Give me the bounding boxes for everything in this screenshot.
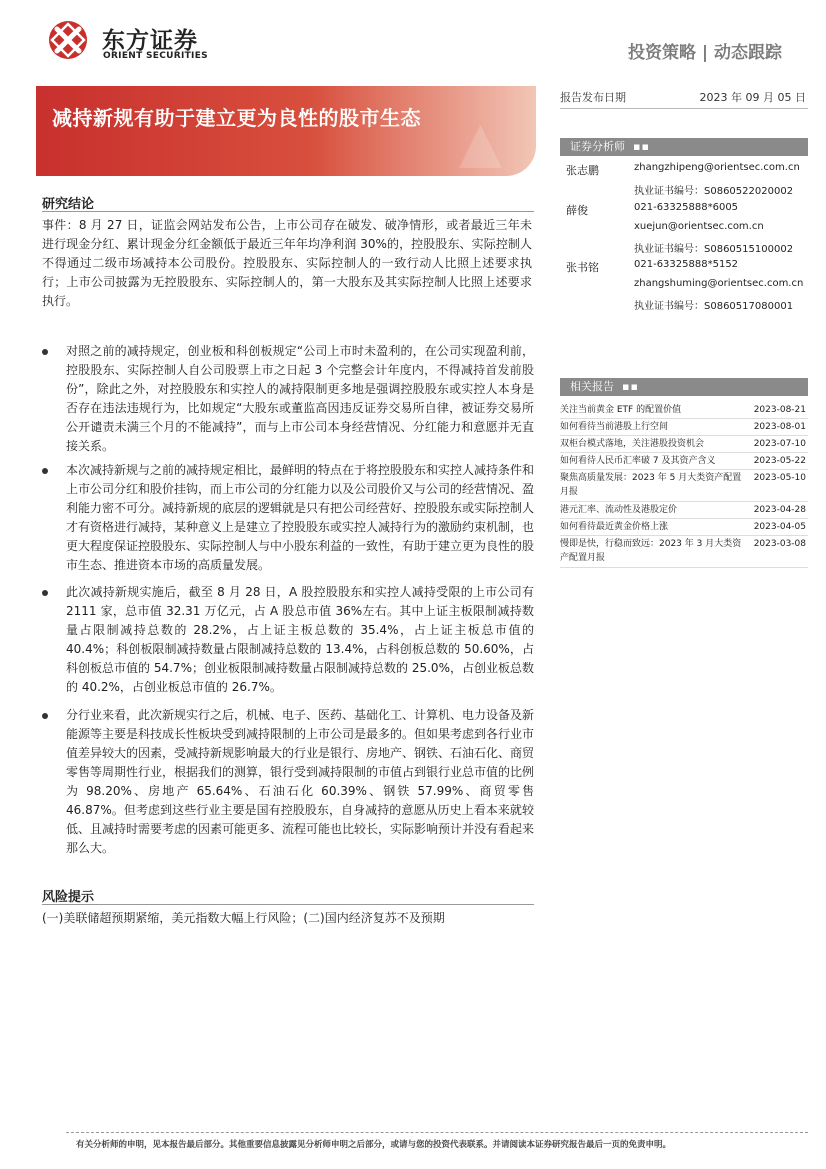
divider	[42, 211, 534, 212]
event-paragraph: 事件：8 月 27 日，证监会网站发布公告，上市公司存在破发、破净情形，或者最近三年未进行现金分红、累计现金分红金额低于最近三年年均净利润 30%的，控股股东、实际控制人不得通过二级市场减持本公司股份。控股股东、实际控制人的一致行动人比照上述要求执行；上市公司披露为无控股股东、实际控制人的，第一大股东及其实际控制人比照上述要求执行。	[42, 218, 532, 308]
bullet-dot-icon	[42, 713, 48, 719]
analyst-license: 执业证书编号：S0860517080001	[634, 301, 794, 312]
related-report-date: 2023-08-01	[753, 422, 806, 432]
logo-text-cn: 东方证券	[102, 28, 198, 54]
section-dots-icon: ▪▪	[622, 380, 639, 393]
related-report-date: 2023-04-28	[753, 505, 806, 515]
analyst-section-header	[560, 138, 808, 156]
analyst-phone: 021-63325888*6005	[634, 202, 739, 213]
related-report-item[interactable]	[560, 503, 808, 519]
analyst-license: 执业证书编号：S0860515100002	[634, 244, 794, 255]
related-report-title[interactable]: 如何看待最近黄金价格上涨	[560, 522, 669, 532]
bullet-text: 此次减持新规实施后，截至 8 月 28 日，A 股控股股东和实控人减持受限的上市公司有 2111 家，总市值 32.31 万亿元，占 A 股总市值 36%左右。其中上证主板限制减持数量占限制减持总数的 28.2%，占上证主板总数的 35.4%，占上证主板总市值的 40.4%；科创板限制减持数量占限制减持总数的 13.4%，占科创板总数的 50.60%，占科创板总市值的 54.7%；创业板限制减持数量占限制减持总数的 25.0%，占创业板总数的 40.2%，占创业板总市值的 26.7%。	[66, 585, 534, 694]
orient-logo-icon	[48, 20, 88, 60]
logo-text-en: ORIENT SECURITIES	[103, 51, 208, 61]
bullet-dot-icon	[42, 590, 48, 596]
analyst-name: 张志鹏	[566, 164, 599, 177]
related-report-title[interactable]: 慢即是快，行稳而致远：2023 年 3 月大类资产配置月报	[560, 539, 742, 563]
section-dots-icon: ▪▪	[633, 140, 650, 153]
analyst-section-title: 证券分析师	[570, 140, 625, 153]
analyst-license: 执业证书编号：S0860522020002	[634, 186, 794, 197]
footer-divider	[66, 1132, 808, 1133]
related-report-title[interactable]: 双柜台模式落地，关注港股投资机会	[560, 439, 705, 449]
related-report-item[interactable]	[560, 520, 808, 536]
analyst-email[interactable]: zhangshuming@orientsec.com.cn	[634, 278, 804, 289]
related-report-title[interactable]: 港元汇率、流动性及港股定价	[560, 505, 678, 515]
analyst-email[interactable]: zhangzhipeng@orientsec.com.cn	[634, 162, 800, 173]
banner-decoration: ▲	[458, 110, 502, 175]
related-section-header	[560, 378, 808, 396]
analyst-name: 张书铭	[566, 261, 599, 274]
bullet-dot-icon	[42, 468, 48, 474]
related-report-date: 2023-04-05	[753, 522, 806, 532]
related-report-date: 2023-08-21	[753, 405, 806, 415]
title-banner	[36, 86, 536, 176]
related-report-item[interactable]	[560, 471, 808, 502]
analyst-phone: 021-63325888*5152	[634, 259, 739, 270]
risk-heading: 风险提示	[42, 890, 95, 905]
related-report-item[interactable]	[560, 403, 808, 419]
related-report-title[interactable]: 如何看待人民币汇率破 7 及其资产含义	[560, 456, 716, 466]
related-report-date: 2023-05-10	[753, 473, 806, 483]
related-report-item[interactable]	[560, 420, 808, 436]
related-report-date: 2023-05-22	[753, 456, 806, 466]
company-logo	[48, 20, 228, 64]
related-report-date: 2023-03-08	[753, 539, 806, 549]
report-type: 投资策略 | 动态跟踪	[627, 43, 782, 63]
risk-text: (一)美联储超预期紧缩，美元指数大幅上行风险；(二)国内经济复苏不及预期	[42, 911, 445, 925]
bullet-text: 本次减持新规与之前的减持规定相比，最鲜明的特点在于将控股股东和实控人减持条件和上市公司分红和股价挂钩，而上市公司的分红能力以及公司股价又与公司的经营情况、盈利能力密不可分。减持新规的底层的逻辑就是只有把公司经营好、控股股东或实际控制人才有资格进行减持，某种意义上是建立了控股股东或实控人减持行为的激励约束机制，也更大程度保证控股股东、实际控制人与中小股东利益的一致性，有助于建立更为良性的股市生态、推进资本市场的高质量发展。	[66, 463, 535, 572]
related-report-item[interactable]	[560, 537, 808, 568]
publish-date-label: 报告发布日期	[560, 91, 626, 104]
related-report-date: 2023-07-10	[753, 439, 806, 449]
related-report-title[interactable]: 关注当前黄金 ETF 的配置价值	[560, 405, 682, 415]
bullet-text: 对照之前的减持规定，创业板和科创板规定“公司上市时未盈利的，在公司实现盈利前，控股股东、实际控制人自公司股票上市之日起 3 个完整会计年度内，不得减持首发前股份”，除此之外，对控股股东和实控人的减持限制更多地是强调控股股东或实控人本身是否存在违法违规行为，比如规定“大股东或董监高因违反证券交易所自律，被证券交易所公开谴责未满三个月的不能减持”，而与上市公司本身经营情况、分红能力和意愿并无直接关系。	[66, 344, 534, 453]
bullet-text: 分行业来看，此次新规实行之后，机械、电子、医药、基础化工、计算机、电力设备及新能源等主要是科技成长性板块受到减持限制的上市公司是最多的。但如果考虑到各行业市值差异较大的因素，受减持新规影响最大的行业是银行、房地产、钢铁、石油石化、商贸零售等周期性行业，根据我们的测算，银行受到减持限制的市值占到银行业总市值的比例为 98.20%、房地产 65.64%、石油石化 60.39%、钢铁 57.99%、商贸零售 46.87%。但考虑到这些行业主要是国有控股股东，自身减持的意愿从历史上看本来就较低、且减持时需要考虑的因素可能更多、流程可能也比较长，实际影响预计并没有看起来那么大。	[66, 708, 535, 855]
conclusion-heading: 研究结论	[42, 197, 95, 212]
related-report-title[interactable]: 聚焦高质量发展：2023 年 5 月大类资产配置月报	[560, 473, 742, 497]
analyst-name: 薛俊	[566, 204, 588, 217]
related-report-item[interactable]	[560, 454, 808, 470]
footer-disclaimer: 有关分析师的申明，见本报告最后部分。其他重要信息披露见分析师申明之后部分，或请与您的投资代表联系。并请阅读本证券研究报告最后一页的免责申明。	[76, 1140, 672, 1150]
divider	[560, 108, 808, 109]
bullet-dot-icon	[42, 349, 48, 355]
related-section-title: 相关报告	[570, 380, 614, 393]
related-report-item[interactable]	[560, 437, 808, 453]
analyst-email[interactable]: xuejun@orientsec.com.cn	[634, 221, 764, 232]
divider	[42, 904, 534, 905]
related-report-title[interactable]: 如何看待当前港股上行空间	[560, 422, 669, 432]
publish-date-value: 2023 年 09 月 05 日	[699, 91, 806, 104]
report-title: 减持新规有助于建立更为良性的股市生态	[52, 106, 421, 130]
